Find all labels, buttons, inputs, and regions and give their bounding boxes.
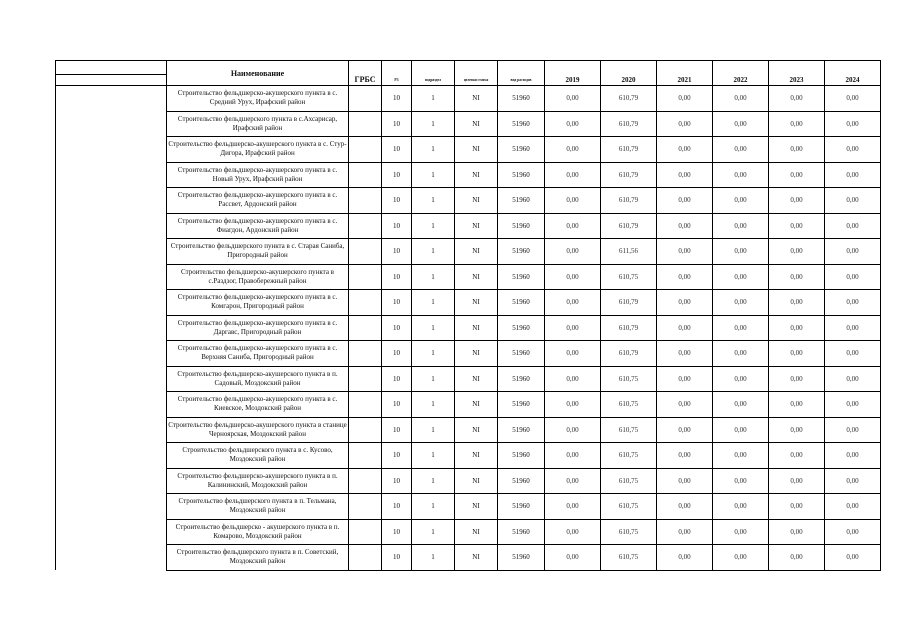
row-year-value: 0,00	[769, 468, 825, 494]
left-blank-cell	[56, 468, 167, 494]
header-grbs: ГРБС	[349, 75, 382, 86]
row-year-value: 0,00	[545, 417, 601, 443]
row-expense-type: 51960	[498, 392, 545, 418]
row-subsection: 1	[412, 392, 455, 418]
row-year-value: 0,00	[769, 341, 825, 367]
row-subsection: 1	[412, 188, 455, 214]
row-year-value: 610,75	[601, 392, 657, 418]
row-expense-type: 51960	[498, 239, 545, 265]
row-grbs	[349, 111, 382, 137]
row-subsection: 1	[412, 137, 455, 163]
row-name: Строительство фельдшерско-акушерского пункта в с.Раздзог, Правобережный район	[167, 264, 349, 290]
row-year-value: 0,00	[769, 417, 825, 443]
row-year-value: 0,00	[713, 443, 769, 469]
table-row	[56, 519, 881, 545]
row-name: Строительство фельдшерско-акушерского пункта в с. Даргавс, Пригородный район	[167, 315, 349, 341]
row-target-item: NI	[455, 417, 498, 443]
left-blank-cell	[56, 264, 167, 290]
row-year-value: 0,00	[713, 315, 769, 341]
row-year-value: 0,00	[545, 315, 601, 341]
row-year-value: 0,00	[825, 264, 881, 290]
header-grbs-top	[349, 61, 382, 75]
row-subsection: 1	[412, 545, 455, 571]
row-subsection: 1	[412, 341, 455, 367]
row-name: Строительство фельдшерско-акушерского пункта в с. Верхняя Саниба, Пригородный район	[167, 341, 349, 367]
row-grbs	[349, 443, 382, 469]
header-name: Наименование	[167, 61, 349, 86]
row-year-value: 0,00	[657, 341, 713, 367]
row-rz: 10	[382, 341, 412, 367]
row-year-value: 0,00	[713, 213, 769, 239]
row-grbs	[349, 213, 382, 239]
row-target-item: NI	[455, 111, 498, 137]
row-year-value: 0,00	[713, 290, 769, 316]
row-year-value: 0,00	[545, 290, 601, 316]
row-year-value: 610,75	[601, 264, 657, 290]
row-year-value: 610,75	[601, 545, 657, 571]
header-year: 2020	[601, 75, 657, 86]
table-row	[56, 417, 881, 443]
row-year-value: 0,00	[657, 213, 713, 239]
row-subsection: 1	[412, 519, 455, 545]
row-grbs	[349, 162, 382, 188]
table-row	[56, 213, 881, 239]
row-year-value: 0,00	[769, 188, 825, 214]
row-year-value: 0,00	[825, 315, 881, 341]
row-target-item: NI	[455, 494, 498, 520]
left-blank-cell	[56, 315, 167, 341]
row-year-value: 0,00	[825, 111, 881, 137]
row-year-value: 0,00	[769, 366, 825, 392]
row-year-value: 0,00	[713, 264, 769, 290]
table-row	[56, 290, 881, 316]
row-rz: 10	[382, 468, 412, 494]
row-year-value: 0,00	[769, 545, 825, 571]
row-subsection: 1	[412, 239, 455, 265]
row-rz: 10	[382, 366, 412, 392]
row-year-value: 0,00	[545, 494, 601, 520]
row-year-value: 610,79	[601, 341, 657, 367]
row-year-value: 0,00	[713, 392, 769, 418]
row-target-item: NI	[455, 188, 498, 214]
row-year-value: 0,00	[769, 519, 825, 545]
row-year-value: 0,00	[769, 315, 825, 341]
row-expense-type: 51960	[498, 519, 545, 545]
row-year-value: 0,00	[657, 519, 713, 545]
header-year: 2021	[657, 75, 713, 86]
row-year-value: 0,00	[657, 392, 713, 418]
row-year-value: 0,00	[769, 137, 825, 163]
row-year-value: 0,00	[713, 417, 769, 443]
row-year-value: 0,00	[657, 162, 713, 188]
row-year-value: 0,00	[825, 188, 881, 214]
left-blank-cell	[56, 86, 167, 112]
row-year-value: 0,00	[713, 162, 769, 188]
row-grbs	[349, 86, 382, 112]
row-expense-type: 51960	[498, 468, 545, 494]
left-blank-cell	[56, 545, 167, 571]
table-row	[56, 111, 881, 137]
row-year-value: 0,00	[545, 341, 601, 367]
row-subsection: 1	[412, 468, 455, 494]
row-year-value: 0,00	[657, 366, 713, 392]
row-expense-type: 51960	[498, 213, 545, 239]
row-rz: 10	[382, 494, 412, 520]
row-target-item: NI	[455, 392, 498, 418]
row-year-value: 0,00	[825, 86, 881, 112]
left-blank-cell	[56, 137, 167, 163]
table-row	[56, 545, 881, 571]
row-grbs	[349, 392, 382, 418]
row-year-value: 0,00	[545, 213, 601, 239]
row-year-value: 610,75	[601, 443, 657, 469]
row-year-value: 610,79	[601, 111, 657, 137]
row-rz: 10	[382, 545, 412, 571]
row-name: Строительство фельдшерско-акушерского пункта в станице Черноярская, Моздокский район	[167, 417, 349, 443]
table-row	[56, 315, 881, 341]
row-subsection: 1	[412, 264, 455, 290]
row-rz: 10	[382, 111, 412, 137]
row-grbs	[349, 290, 382, 316]
row-year-value: 0,00	[657, 417, 713, 443]
row-year-value: 0,00	[657, 264, 713, 290]
table-row	[56, 188, 881, 214]
row-name: Строительство фельдшерского пункта в п. Советский, Моздокский район	[167, 545, 349, 571]
table-body	[56, 86, 881, 571]
row-year-value: 0,00	[825, 290, 881, 316]
header-rz: РЗ	[382, 75, 412, 86]
row-name: Строительство фельдшерского пункта в с. Кусово, Моздокский район	[167, 443, 349, 469]
left-blank-cell	[56, 213, 167, 239]
row-year-value: 0,00	[769, 443, 825, 469]
row-year-value: 610,75	[601, 366, 657, 392]
row-year-value: 0,00	[657, 545, 713, 571]
row-year-value: 0,00	[545, 545, 601, 571]
row-target-item: NI	[455, 137, 498, 163]
row-year-value: 0,00	[825, 162, 881, 188]
row-year-value: 610,75	[601, 417, 657, 443]
row-year-value: 610,75	[601, 494, 657, 520]
left-blank-cell	[56, 392, 167, 418]
row-year-value: 0,00	[545, 86, 601, 112]
row-grbs	[349, 188, 382, 214]
row-year-value: 610,79	[601, 188, 657, 214]
row-grbs	[349, 264, 382, 290]
left-blank-cell	[56, 111, 167, 137]
row-year-value: 0,00	[713, 494, 769, 520]
row-year-value: 0,00	[545, 188, 601, 214]
row-rz: 10	[382, 290, 412, 316]
row-grbs	[349, 519, 382, 545]
row-rz: 10	[382, 213, 412, 239]
left-blank-cell	[56, 239, 167, 265]
row-year-value: 0,00	[825, 468, 881, 494]
row-expense-type: 51960	[498, 86, 545, 112]
row-year-value: 0,00	[657, 468, 713, 494]
row-name: Строительство фельдшерско-акушерского пункта в п. Калининский, Моздокский район	[167, 468, 349, 494]
header-year: 2024	[825, 75, 881, 86]
row-year-value: 0,00	[657, 315, 713, 341]
row-year-value: 610,79	[601, 137, 657, 163]
row-name: Строительство фельдшерско-акушерского пункта в с. Стур-Дигора, Ирафский район	[167, 137, 349, 163]
row-grbs	[349, 137, 382, 163]
row-target-item: NI	[455, 545, 498, 571]
row-name: Строительство фельдшерско-акушерского пункта в с. Средний Урух, Ирафский район	[167, 86, 349, 112]
row-year-value: 0,00	[825, 341, 881, 367]
row-name: Строительство фельдшерского пункта в п. Тельмана, Моздокский район	[167, 494, 349, 520]
row-target-item: NI	[455, 341, 498, 367]
row-rz: 10	[382, 137, 412, 163]
row-rz: 10	[382, 86, 412, 112]
row-year-value: 0,00	[657, 290, 713, 316]
row-year-value: 0,00	[657, 188, 713, 214]
table-row	[56, 162, 881, 188]
row-expense-type: 51960	[498, 341, 545, 367]
row-subsection: 1	[412, 290, 455, 316]
row-year-value: 610,79	[601, 315, 657, 341]
row-target-item: NI	[455, 213, 498, 239]
header-year: 2019	[545, 75, 601, 86]
row-rz: 10	[382, 239, 412, 265]
row-year-value: 0,00	[769, 86, 825, 112]
header-target-item: целевая статья	[455, 75, 498, 86]
row-expense-type: 51960	[498, 137, 545, 163]
table-row	[56, 366, 881, 392]
row-target-item: NI	[455, 468, 498, 494]
row-year-value: 0,00	[657, 137, 713, 163]
row-grbs	[349, 417, 382, 443]
row-grbs	[349, 341, 382, 367]
row-year-value: 0,00	[713, 545, 769, 571]
row-grbs	[349, 468, 382, 494]
row-year-value: 0,00	[713, 86, 769, 112]
row-rz: 10	[382, 392, 412, 418]
row-year-value: 0,00	[825, 494, 881, 520]
row-grbs	[349, 366, 382, 392]
row-name: Строительство фельдшерско-акушерского пункта в п. Садовый, Моздокский район	[167, 366, 349, 392]
row-year-value: 0,00	[825, 239, 881, 265]
row-name: Строительство фельдшерско-акушерского пункта в с. Киевское, Моздокский район	[167, 392, 349, 418]
row-target-item: NI	[455, 290, 498, 316]
row-name: Строительство фельдшерского пункта в с. Старая Саниба, Пригородный район	[167, 239, 349, 265]
row-subsection: 1	[412, 86, 455, 112]
row-year-value: 0,00	[713, 341, 769, 367]
row-expense-type: 51960	[498, 443, 545, 469]
row-target-item: NI	[455, 239, 498, 265]
row-year-value: 0,00	[545, 162, 601, 188]
row-year-value: 0,00	[545, 392, 601, 418]
row-expense-type: 51960	[498, 264, 545, 290]
row-year-value: 0,00	[545, 137, 601, 163]
header-row-top	[56, 61, 881, 75]
row-rz: 10	[382, 519, 412, 545]
row-year-value: 0,00	[545, 366, 601, 392]
table-row	[56, 264, 881, 290]
row-name: Строительство фельдшерско-акушерского пункта в с. Комгарон, Пригородный район	[167, 290, 349, 316]
row-year-value: 610,79	[601, 213, 657, 239]
row-year-value: 0,00	[825, 545, 881, 571]
table-row	[56, 443, 881, 469]
left-blank-cell	[56, 290, 167, 316]
row-year-value: 0,00	[545, 111, 601, 137]
row-expense-type: 51960	[498, 494, 545, 520]
row-year-value: 0,00	[769, 213, 825, 239]
row-name: Строительство фельдшерско-акушерского пункта в с. Фиагдон, Ардонский район	[167, 213, 349, 239]
row-year-value: 0,00	[545, 468, 601, 494]
row-year-value: 0,00	[713, 111, 769, 137]
table-row	[56, 341, 881, 367]
left-blank-header	[56, 61, 167, 75]
row-year-value: 610,79	[601, 162, 657, 188]
row-subsection: 1	[412, 111, 455, 137]
row-rz: 10	[382, 162, 412, 188]
row-year-value: 0,00	[769, 494, 825, 520]
row-year-value: 0,00	[545, 519, 601, 545]
row-subsection: 1	[412, 366, 455, 392]
row-year-value: 0,00	[713, 468, 769, 494]
table-row	[56, 494, 881, 520]
row-year-value: 0,00	[657, 443, 713, 469]
row-name: Строительство фельдшерского пункта в с.Ахсарисар, Ирафский район	[167, 111, 349, 137]
row-expense-type: 51960	[498, 290, 545, 316]
table-row	[56, 468, 881, 494]
row-name: Строительство фельдшерско-акушерского пункта в с. Новый Урух, Ирафский район	[167, 162, 349, 188]
row-target-item: NI	[455, 162, 498, 188]
budget-table	[55, 60, 881, 571]
header-year: 2023	[769, 75, 825, 86]
row-rz: 10	[382, 188, 412, 214]
row-year-value: 0,00	[657, 111, 713, 137]
row-name: Строительство фельдшерско - акушерского пункта в п. Комарово, Моздокский район	[167, 519, 349, 545]
row-year-value: 0,00	[825, 519, 881, 545]
row-year-value: 610,75	[601, 519, 657, 545]
left-blank-cell	[56, 188, 167, 214]
row-target-item: NI	[455, 443, 498, 469]
row-year-value: 0,00	[769, 162, 825, 188]
row-grbs	[349, 315, 382, 341]
row-target-item: NI	[455, 315, 498, 341]
row-year-value: 0,00	[769, 111, 825, 137]
row-year-value: 611,56	[601, 239, 657, 265]
row-year-value: 0,00	[657, 86, 713, 112]
header-subsection: подраздел	[412, 75, 455, 86]
left-blank-cell	[56, 519, 167, 545]
row-expense-type: 51960	[498, 111, 545, 137]
row-expense-type: 51960	[498, 188, 545, 214]
row-expense-type: 51960	[498, 162, 545, 188]
row-subsection: 1	[412, 162, 455, 188]
row-target-item: NI	[455, 519, 498, 545]
header-year: 2022	[713, 75, 769, 86]
row-year-value: 0,00	[825, 213, 881, 239]
table-row	[56, 392, 881, 418]
left-blank-cell	[56, 494, 167, 520]
row-grbs	[349, 239, 382, 265]
row-expense-type: 51960	[498, 315, 545, 341]
row-grbs	[349, 545, 382, 571]
row-year-value: 0,00	[825, 417, 881, 443]
row-expense-type: 51960	[498, 545, 545, 571]
row-year-value: 610,79	[601, 86, 657, 112]
row-name: Строительство фельдшерско-акушерского пункта в с. Рассвет, Ардонский район	[167, 188, 349, 214]
left-blank-cell	[56, 341, 167, 367]
row-year-value: 0,00	[825, 366, 881, 392]
row-year-value: 0,00	[713, 366, 769, 392]
row-year-value: 0,00	[769, 264, 825, 290]
left-blank-cell	[56, 417, 167, 443]
row-year-value: 0,00	[657, 494, 713, 520]
row-year-value: 0,00	[769, 392, 825, 418]
row-rz: 10	[382, 264, 412, 290]
row-year-value: 0,00	[769, 290, 825, 316]
row-subsection: 1	[412, 315, 455, 341]
left-blank-cell	[56, 366, 167, 392]
row-year-value: 0,00	[713, 188, 769, 214]
row-subsection: 1	[412, 443, 455, 469]
row-year-value: 0,00	[825, 392, 881, 418]
row-subsection: 1	[412, 417, 455, 443]
row-grbs	[349, 494, 382, 520]
row-expense-type: 51960	[498, 366, 545, 392]
table-row	[56, 137, 881, 163]
row-year-value: 0,00	[713, 137, 769, 163]
row-target-item: NI	[455, 264, 498, 290]
table-row	[56, 239, 881, 265]
row-target-item: NI	[455, 366, 498, 392]
row-target-item: NI	[455, 86, 498, 112]
left-blank-cell	[56, 162, 167, 188]
row-rz: 10	[382, 417, 412, 443]
row-year-value: 0,00	[545, 264, 601, 290]
header-expense-type: вид расходов	[498, 75, 545, 86]
row-year-value: 0,00	[545, 443, 601, 469]
row-year-value: 0,00	[657, 239, 713, 265]
row-expense-type: 51960	[498, 417, 545, 443]
row-subsection: 1	[412, 213, 455, 239]
row-year-value: 0,00	[545, 239, 601, 265]
row-year-value: 0,00	[825, 137, 881, 163]
row-year-value: 0,00	[769, 239, 825, 265]
row-year-value: 0,00	[713, 519, 769, 545]
row-year-value: 0,00	[713, 239, 769, 265]
row-rz: 10	[382, 315, 412, 341]
row-subsection: 1	[412, 494, 455, 520]
table-row	[56, 86, 881, 112]
row-year-value: 610,79	[601, 290, 657, 316]
row-year-value: 610,75	[601, 468, 657, 494]
row-year-value: 0,00	[825, 443, 881, 469]
left-blank-cell	[56, 443, 167, 469]
row-rz: 10	[382, 443, 412, 469]
